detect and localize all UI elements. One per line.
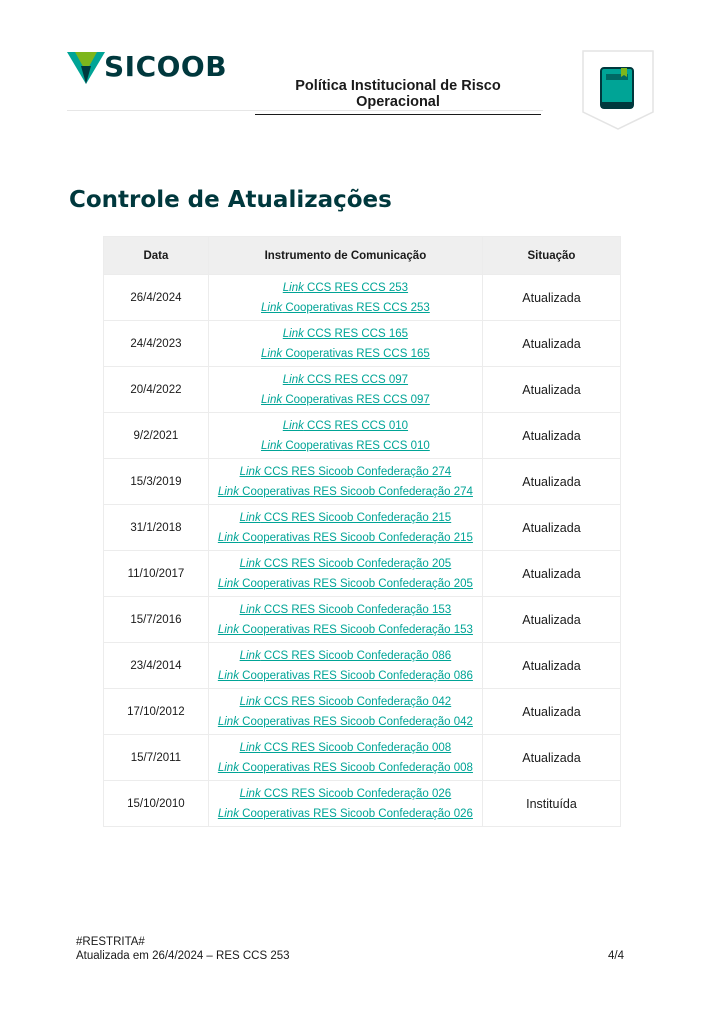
link-line <box>209 804 482 824</box>
link-line <box>209 666 482 686</box>
link-word: Link <box>239 603 261 616</box>
link-text: Cooperativas RES Sicoob Confederação 042 <box>238 715 473 728</box>
link-line <box>209 278 482 298</box>
row-instrument <box>208 367 482 413</box>
cooperativas-link[interactable] <box>218 578 473 590</box>
link-text: Cooperativas RES Sicoob Confederação 205 <box>238 577 473 590</box>
table-row <box>104 689 621 735</box>
table-body <box>104 275 621 827</box>
link-line <box>209 712 482 732</box>
cooperativas-link[interactable] <box>218 486 473 498</box>
row-date: 9/2/2021 <box>104 413 209 459</box>
updates-table <box>103 236 621 827</box>
row-status: Atualizada <box>482 689 620 735</box>
ccs-link[interactable] <box>240 466 452 478</box>
link-line <box>209 416 482 436</box>
row-status: Atualizada <box>482 643 620 689</box>
link-line <box>209 600 482 620</box>
link-text: CCS RES Sicoob Confederação 205 <box>260 557 452 570</box>
link-line <box>209 528 482 548</box>
link-line <box>209 692 482 712</box>
link-text: CCS RES CCS 165 <box>303 327 409 340</box>
row-date: 11/10/2017 <box>104 551 209 597</box>
row-date: 20/4/2022 <box>104 367 209 413</box>
link-word: Link <box>282 281 304 294</box>
link-text: CCS RES CCS 253 <box>303 281 409 294</box>
cooperativas-link[interactable] <box>261 302 430 314</box>
link-word: Link <box>282 373 304 386</box>
header-status: Situação <box>482 237 620 275</box>
cooperativas-link[interactable] <box>218 762 473 774</box>
link-text: Cooperativas RES CCS 253 <box>282 301 430 314</box>
ccs-link[interactable] <box>240 742 452 754</box>
link-text: CCS RES Sicoob Confederação 086 <box>260 649 452 662</box>
link-word: Link <box>217 761 239 774</box>
link-word: Link <box>239 557 261 570</box>
link-line <box>209 554 482 574</box>
header-date: Data <box>104 237 209 275</box>
document-title: Política Institucional de Risco Operacional <box>255 78 541 115</box>
row-status: Atualizada <box>482 735 620 781</box>
header-divider <box>67 110 543 111</box>
link-word: Link <box>239 787 261 800</box>
table-row <box>104 367 621 413</box>
link-word: Link <box>239 649 261 662</box>
link-word: Link <box>217 577 239 590</box>
link-line <box>209 738 482 758</box>
row-status: Atualizada <box>482 275 620 321</box>
row-instrument <box>208 597 482 643</box>
row-instrument <box>208 275 482 321</box>
ccs-link[interactable] <box>283 420 408 432</box>
section-title: Controle de Atualizações <box>69 187 392 213</box>
table-row <box>104 321 621 367</box>
row-date: 15/10/2010 <box>104 781 209 827</box>
row-instrument <box>208 781 482 827</box>
link-text: CCS RES Sicoob Confederação 042 <box>260 695 452 708</box>
link-text: CCS RES Sicoob Confederação 153 <box>260 603 452 616</box>
link-line <box>209 298 482 318</box>
link-word: Link <box>217 715 239 728</box>
ccs-link[interactable] <box>240 788 452 800</box>
table-row <box>104 597 621 643</box>
row-date: 26/4/2024 <box>104 275 209 321</box>
link-line <box>209 620 482 640</box>
link-text: Cooperativas RES Sicoob Confederação 153 <box>238 623 473 636</box>
link-line <box>209 390 482 410</box>
book-icon <box>582 50 654 130</box>
header-instrument: Instrumento de Comunicação <box>208 237 482 275</box>
link-text: CCS RES CCS 097 <box>303 373 409 386</box>
link-line <box>209 370 482 390</box>
row-status: Atualizada <box>482 367 620 413</box>
ccs-link[interactable] <box>283 374 408 386</box>
ccs-link[interactable] <box>240 604 452 616</box>
link-word: Link <box>261 301 283 314</box>
row-status: Atualizada <box>482 459 620 505</box>
link-word: Link <box>282 327 304 340</box>
classification-tag: #RESTRITA# <box>76 936 145 948</box>
link-text: CCS RES Sicoob Confederação 026 <box>260 787 452 800</box>
ccs-link[interactable] <box>240 650 452 662</box>
cooperativas-link[interactable] <box>261 440 430 452</box>
row-date: 15/7/2011 <box>104 735 209 781</box>
row-status: Atualizada <box>482 551 620 597</box>
footer-updated: Atualizada em 26/4/2024 – RES CCS 253 <box>76 950 290 962</box>
table-row <box>104 505 621 551</box>
link-word: Link <box>261 347 283 360</box>
cooperativas-link[interactable] <box>261 348 430 360</box>
link-line <box>209 784 482 804</box>
row-status: Atualizada <box>482 413 620 459</box>
link-text: Cooperativas RES CCS 010 <box>282 439 430 452</box>
cooperativas-link[interactable] <box>261 394 430 406</box>
row-date: 15/3/2019 <box>104 459 209 505</box>
link-word: Link <box>217 485 239 498</box>
ccs-link[interactable] <box>283 328 408 340</box>
link-line <box>209 344 482 364</box>
link-word: Link <box>217 531 239 544</box>
link-line <box>209 574 482 594</box>
brand-name: SICOOB <box>104 50 228 83</box>
link-line <box>209 508 482 528</box>
row-date: 23/4/2014 <box>104 643 209 689</box>
link-word: Link <box>239 511 261 524</box>
link-text: Cooperativas RES CCS 165 <box>282 347 430 360</box>
link-text: Cooperativas RES Sicoob Confederação 215 <box>238 531 473 544</box>
ccs-link[interactable] <box>240 558 452 570</box>
link-word: Link <box>217 807 239 820</box>
table-row <box>104 735 621 781</box>
table-row <box>104 275 621 321</box>
link-text: Cooperativas RES Sicoob Confederação 026 <box>238 807 473 820</box>
link-line <box>209 324 482 344</box>
link-line <box>209 758 482 778</box>
table-row <box>104 459 621 505</box>
row-date: 15/7/2016 <box>104 597 209 643</box>
row-instrument <box>208 459 482 505</box>
row-instrument <box>208 735 482 781</box>
row-instrument <box>208 551 482 597</box>
page-number: 4/4 <box>608 950 624 962</box>
row-status: Atualizada <box>482 321 620 367</box>
link-line <box>209 482 482 502</box>
cooperativas-link[interactable] <box>218 624 473 636</box>
link-line <box>209 646 482 666</box>
row-instrument <box>208 505 482 551</box>
table-row <box>104 781 621 827</box>
link-word: Link <box>239 465 261 478</box>
row-date: 17/10/2012 <box>104 689 209 735</box>
row-status: Atualizada <box>482 505 620 551</box>
sicoob-logo-icon <box>67 50 107 90</box>
ccs-link[interactable] <box>283 282 408 294</box>
link-word: Link <box>261 393 283 406</box>
cooperativas-link[interactable] <box>218 532 473 544</box>
ccs-link[interactable] <box>240 696 452 708</box>
row-instrument <box>208 689 482 735</box>
link-word: Link <box>217 623 239 636</box>
row-instrument <box>208 413 482 459</box>
link-word: Link <box>217 669 239 682</box>
cooperativas-link[interactable] <box>218 670 473 682</box>
link-word: Link <box>239 741 261 754</box>
link-text: Cooperativas RES Sicoob Confederação 086 <box>238 669 473 682</box>
link-word: Link <box>282 419 304 432</box>
link-word: Link <box>261 439 283 452</box>
link-line <box>209 462 482 482</box>
cooperativas-link[interactable] <box>218 808 473 820</box>
table-row <box>104 643 621 689</box>
link-text: Cooperativas RES CCS 097 <box>282 393 430 406</box>
link-text: Cooperativas RES Sicoob Confederação 008 <box>238 761 473 774</box>
link-text: CCS RES Sicoob Confederação 215 <box>260 511 452 524</box>
link-text: CCS RES Sicoob Confederação 274 <box>260 465 452 478</box>
link-text: Cooperativas RES Sicoob Confederação 274 <box>238 485 473 498</box>
link-word: Link <box>239 695 261 708</box>
table-header-row <box>104 237 621 275</box>
row-status: Atualizada <box>482 597 620 643</box>
row-date: 24/4/2023 <box>104 321 209 367</box>
link-text: CCS RES Sicoob Confederação 008 <box>260 741 452 754</box>
row-status: Instituída <box>482 781 620 827</box>
row-date: 31/1/2018 <box>104 505 209 551</box>
row-instrument <box>208 321 482 367</box>
row-instrument <box>208 643 482 689</box>
ccs-link[interactable] <box>240 512 452 524</box>
cooperativas-link[interactable] <box>218 716 473 728</box>
table-row <box>104 413 621 459</box>
link-text: CCS RES CCS 010 <box>303 419 409 432</box>
table-row <box>104 551 621 597</box>
link-line <box>209 436 482 456</box>
